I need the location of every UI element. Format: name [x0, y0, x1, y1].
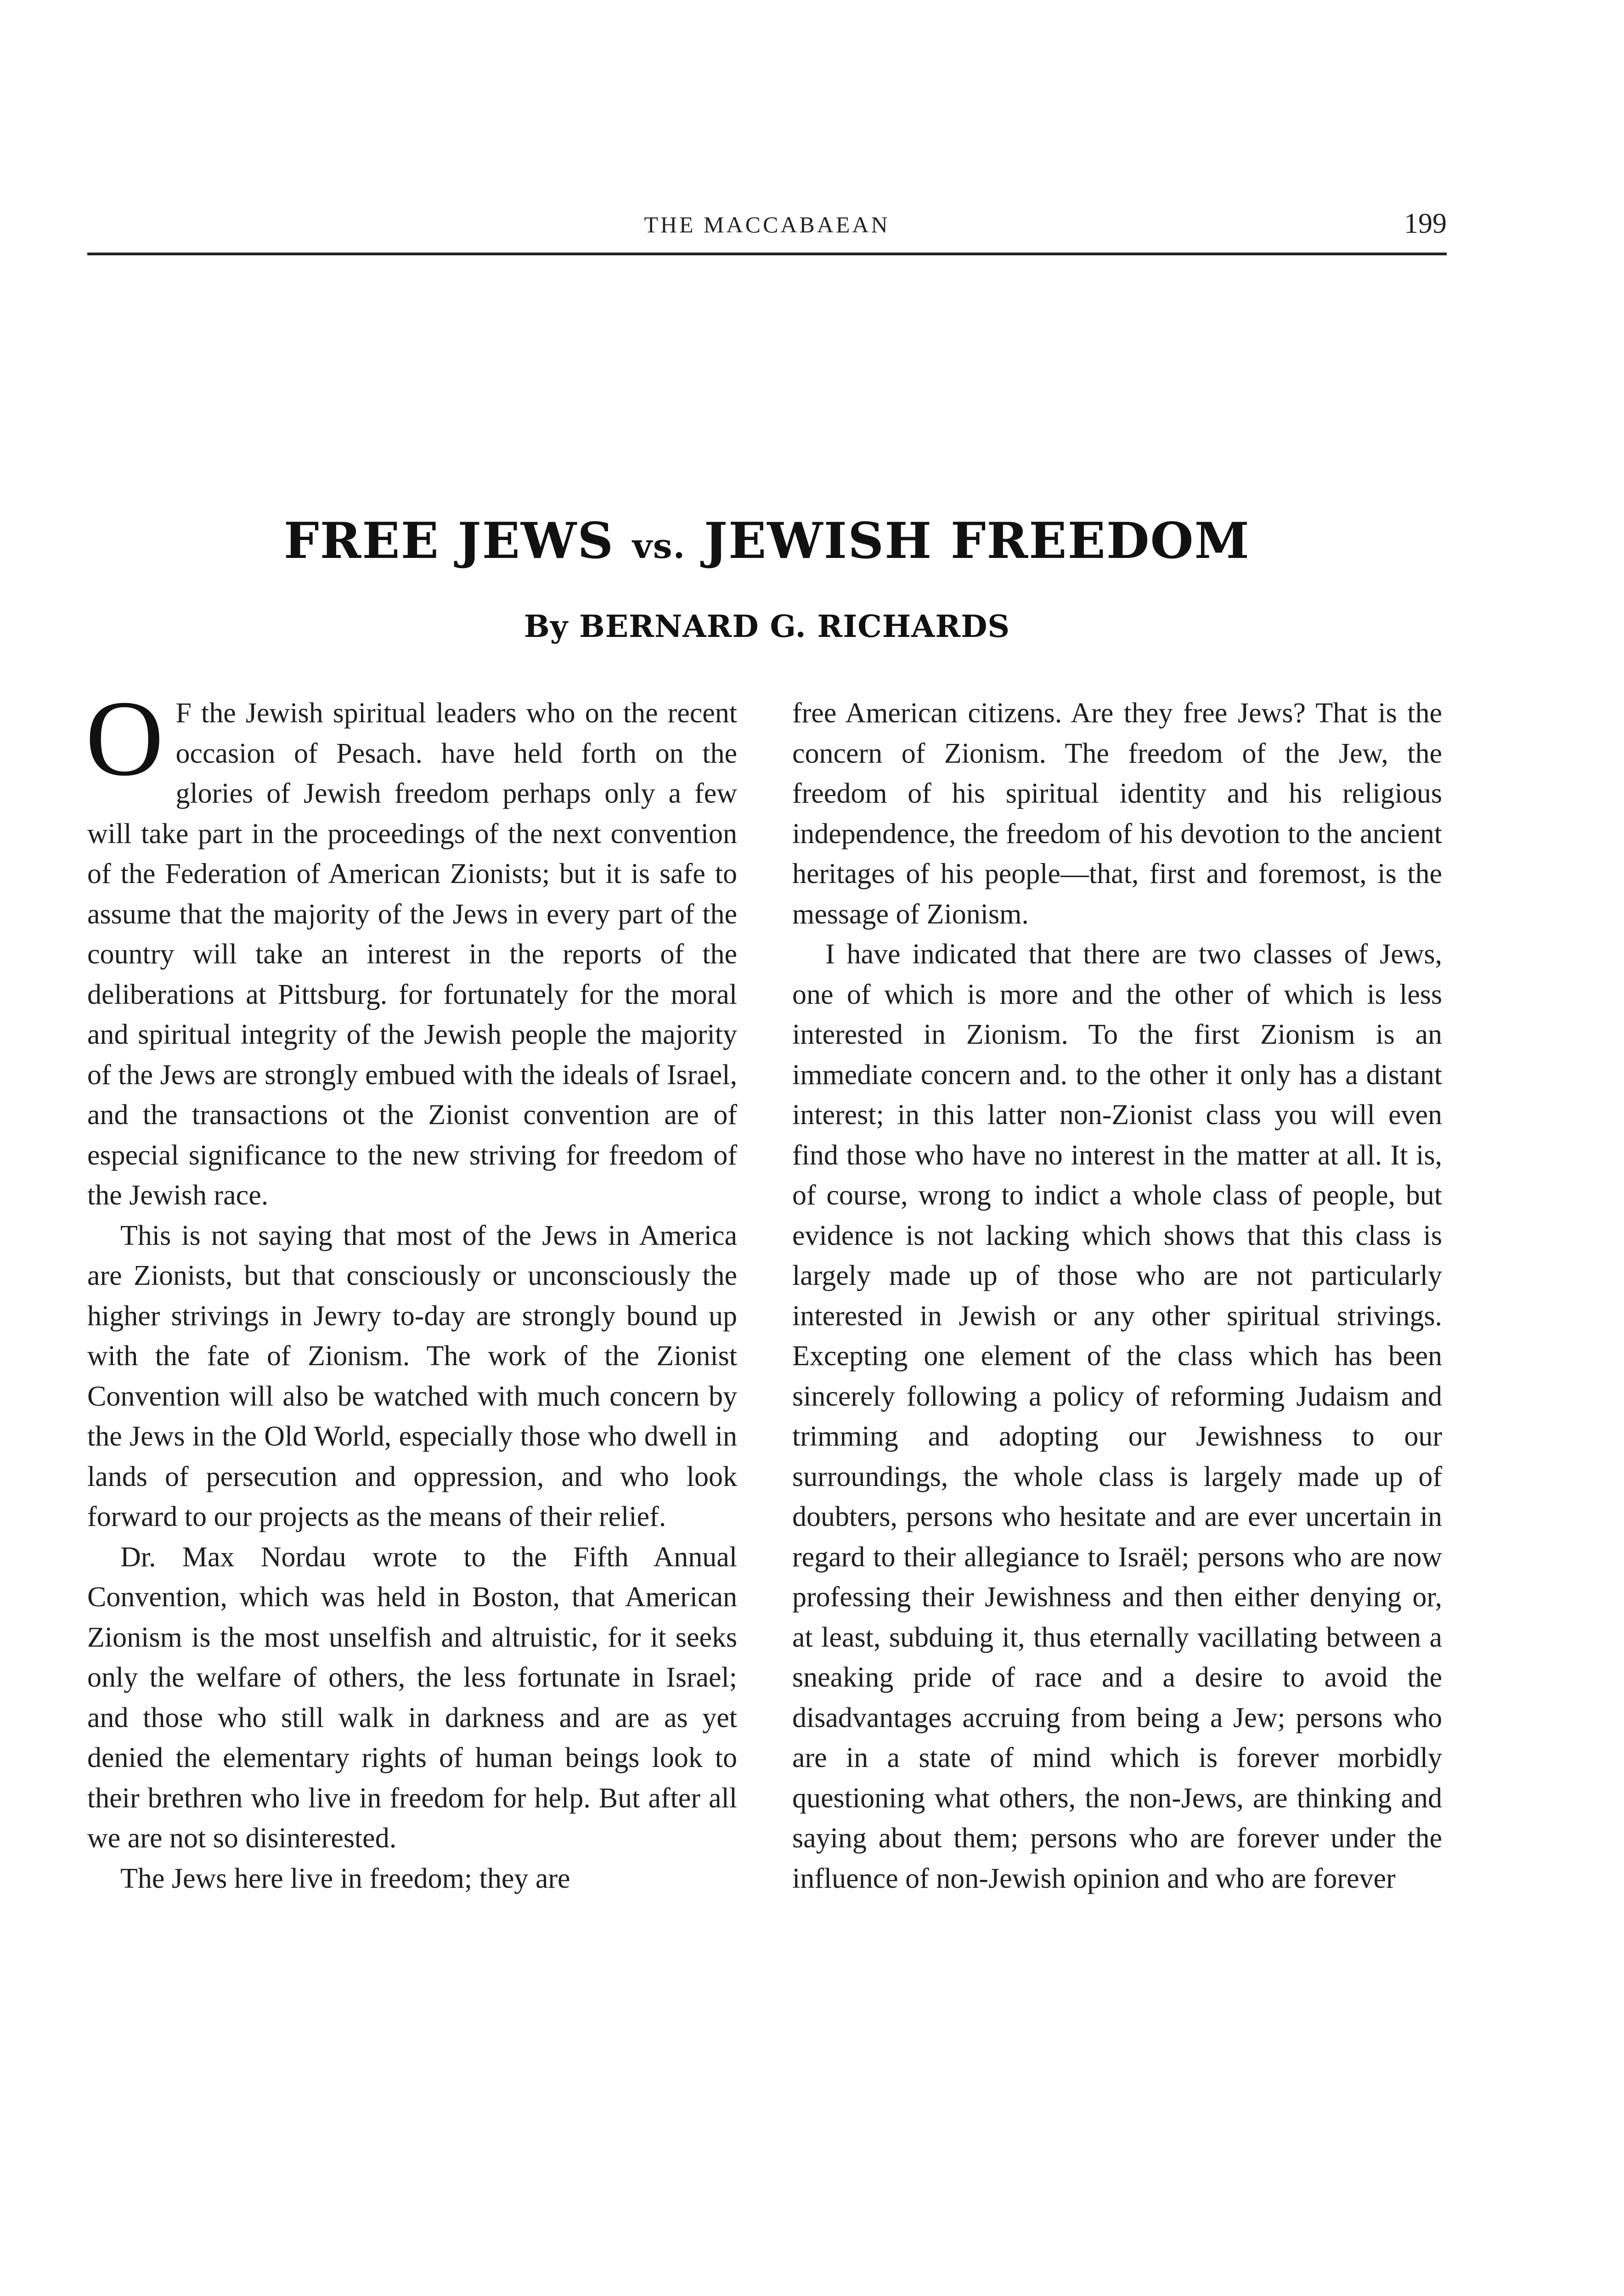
title-vs: vs. [632, 527, 686, 566]
drop-cap: O [85, 679, 164, 799]
paragraph: Dr. Max Nordau wrote to the Fifth Annual Convention, which was held in Boston, that American Zionism is the most unselfish and altruistic, for it seeks only the welfare of others, the less fortunate in Israel; and those who still walk in darkness and are as yet denied the elementary rights of human beings look to their brethren who live in freedom for help. But after all we are not so disinterested. [87, 1541, 737, 1854]
magazine-name: THE MACCABAEAN [644, 212, 890, 237]
left-column [85, 679, 737, 1899]
paragraph: I have indicated that there are two classes of Jews, one of which is more and the other of which is less interested in Zionism. To the first Zionism is an immediate concern and. to the other it only has a distant interest; in this latter non-Zionist class you will even find those who have no interest in the matter at all. It is, of course, wrong to indict a whole class of people, but evidence is not lacking which shows that this class is largely made up of those who are not particularly interested in Jewish or any other spiritual strivings. Excepting one element of the class which has been sincerely following a policy of reforming Judaism and trimming and adopting our Jewishness to our surroundings, the whole class is largely made up of doubters, persons who hesitate and are ever uncertain in regard to their allegiance to Israël; persons who are now professing their Jewishness and then either denying or, at least, subduing it, thus eternally vacillating between a sneaking pride of race and a desire to avoid the disadvantages accruing from being a Jew; persons who are in a state of mind which is forever morbidly questioning what others, the non-Jews, are thinking and saying about them; persons who are forever under the influence of non-Jewish opinion and who are forever [792, 939, 1442, 1894]
paragraph: free American citizens. Are they free Jews? That is the concern of Zionism. The freedom of the Jew, the freedom of his spiritual identity and his religious independence, the freedom of his devotion to the ancient heritages of his people—that, first and foremost, is the message of Zionism. [792, 698, 1442, 930]
right-column [792, 693, 1442, 1899]
paragraph: The Jews here live in freedom; they are [120, 1863, 570, 1894]
byline: By BERNARD G. RICHARDS [524, 608, 1010, 644]
page-number: 199 [1404, 208, 1447, 239]
title-part-1: FREE JEWS [283, 512, 615, 570]
paragraph [85, 679, 737, 1216]
paragraph: This is not saying that most of the Jews in America are Zionists, but that consciously or unconsciously the higher strivings in Jewry to-day are strongly bound up with the fate of Zionism. The work of the Zionist Convention will also be watched with much concern by the Jews in the Old World, especially those who dwell in lands of persecution and oppression, and who look forward to our projects as the means of their relief. [87, 1220, 737, 1532]
paragraph-text: F the Jewish spiritual leaders who on the recent occasion of Pesach. have held forth on the glories of Jewish freedom perhaps only a few will take part in the proceedings of the next convention of the Federation of American Zionists; but it is safe to assume that the majority of the Jews in every part of the country will take an interest in the reports of the deliberations at Pittsburg. for fortunately for the moral and spiritual integrity of the Jewish people the majority of the Jews are strongly embued with the ideals of Israel, and the transactions ot the Zionist convention are of especial significance to the new striving for freedom of the Jewish race. [87, 698, 737, 1211]
article-title [87, 512, 1447, 570]
running-header [87, 208, 1447, 255]
title-part-2: JEWISH FREEDOM [704, 512, 1251, 570]
